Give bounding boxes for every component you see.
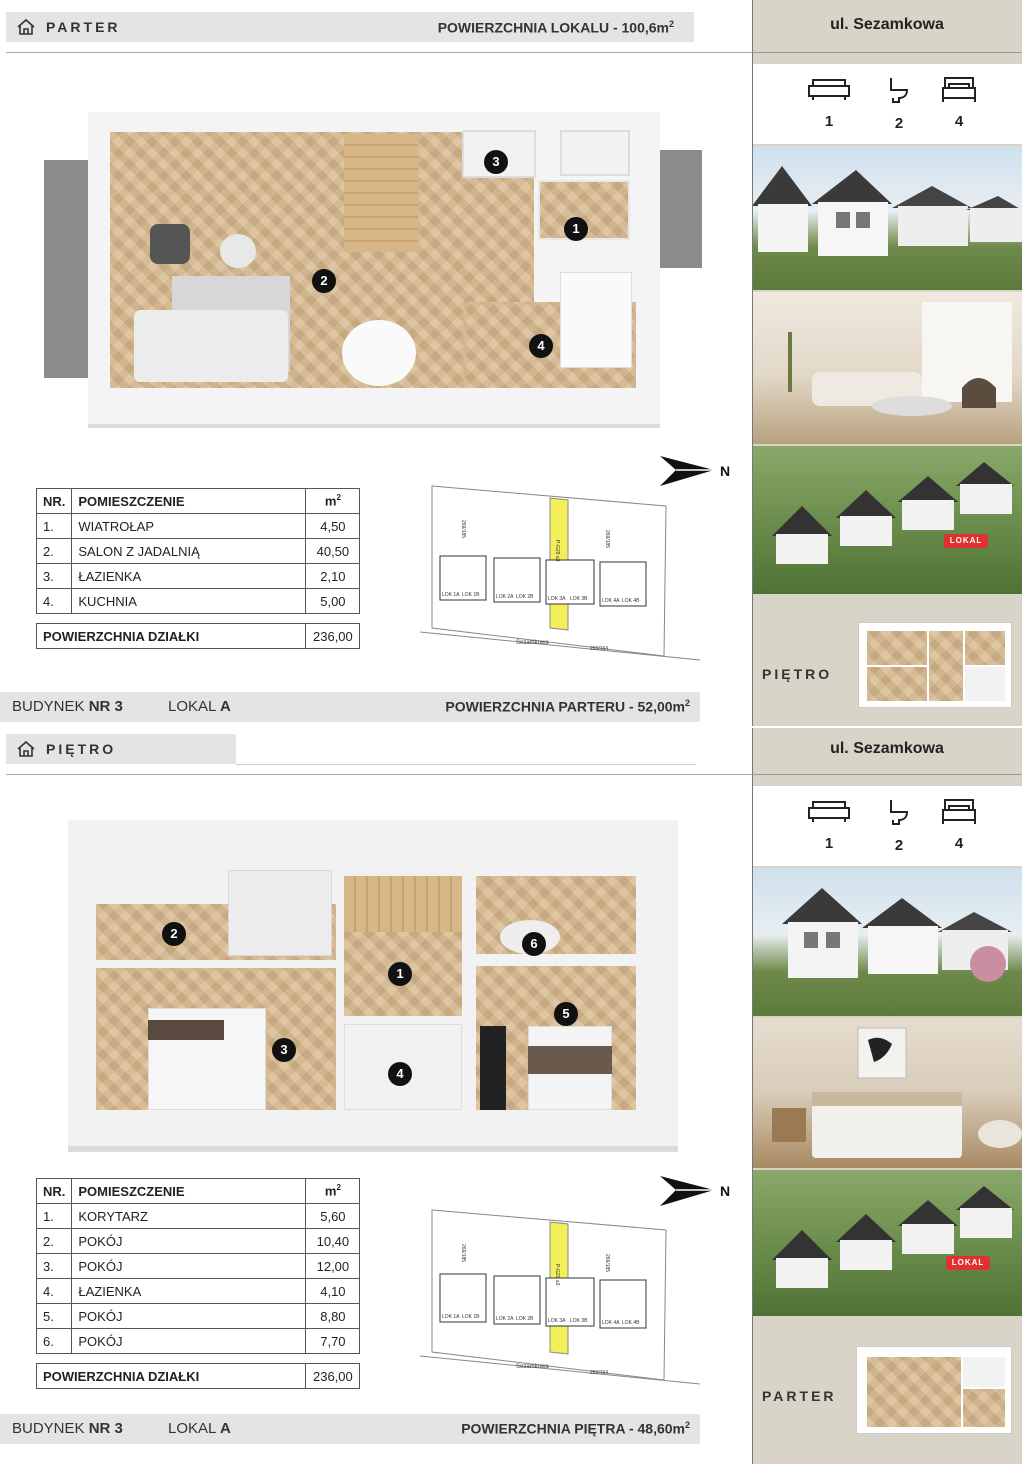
svg-text:LOK 3B: LOK 3B xyxy=(570,596,588,602)
toilet-icon xyxy=(885,76,913,104)
ground-floor-plan xyxy=(44,112,704,432)
exterior-photo xyxy=(752,146,1022,290)
svg-text:N: N xyxy=(720,463,731,479)
bedroom-photo xyxy=(752,1018,1022,1168)
street-name: ul. Sezamkowa xyxy=(830,16,944,33)
sofa xyxy=(134,310,288,382)
table-row: 3. POKÓJ 12,00 xyxy=(37,1254,360,1279)
amenity-bed: 4 xyxy=(934,76,984,130)
svg-text:LOK 4B: LOK 4B xyxy=(622,598,640,604)
amenity-sofa: 1 xyxy=(804,76,854,130)
right-terrace xyxy=(656,150,702,268)
room-marker-2: 2 xyxy=(312,269,336,293)
table-header xyxy=(37,489,360,514)
svg-text:LOK 2A: LOK 2A xyxy=(496,1316,514,1322)
house-icon xyxy=(16,18,36,36)
svg-text:LOK 2B: LOK 2B xyxy=(516,1316,534,1322)
table-row: 3. ŁAZIENKA 2,10 xyxy=(37,564,360,589)
col-nr: NR. xyxy=(37,1179,72,1204)
svg-text:269/185: 269/185 xyxy=(604,1254,610,1273)
dining-table xyxy=(342,320,416,386)
site-plan xyxy=(420,1204,720,1404)
staircase xyxy=(344,876,462,932)
table-row: 1. WIATROŁAP 4,50 xyxy=(37,514,360,539)
ground-floor-link-label: PARTER xyxy=(762,1388,837,1404)
amenity-toilet: 2 xyxy=(874,798,924,854)
svg-text:LOK 4B: LOK 4B xyxy=(622,1320,640,1326)
upper-floor-link-label: PIĘTRO xyxy=(762,666,833,682)
amenity-sofa: 1 xyxy=(804,798,854,852)
room-2-bed xyxy=(228,870,332,956)
plot-area-row: POWIERZCHNIA DZIAŁKI 236,00 xyxy=(37,1364,360,1389)
ground-room-table xyxy=(36,488,360,649)
svg-text:Sezamkowa: Sezamkowa xyxy=(516,1364,549,1370)
col-room: POMIESZCZENIE xyxy=(72,1179,306,1204)
upper-floor-section xyxy=(0,728,1024,1464)
house-icon xyxy=(16,740,36,758)
room-marker-2: 2 xyxy=(162,922,186,946)
svg-text:N: N xyxy=(720,1183,731,1199)
aerial-illustration xyxy=(752,446,1022,594)
ground-floor-section xyxy=(0,0,1024,726)
amenity-toilet: 2 xyxy=(874,76,924,132)
upper-info-panel xyxy=(752,728,1022,1464)
table-row: 1. KORYTARZ 5,60 xyxy=(37,1204,360,1229)
panel-header-line xyxy=(752,774,1022,775)
table-row: 4. ŁAZIENKA 4,10 xyxy=(37,1279,360,1304)
room-marker-5: 5 xyxy=(554,1002,578,1026)
svg-text:LOK 3A: LOK 3A xyxy=(548,596,566,602)
room-marker-4: 4 xyxy=(388,1062,412,1086)
ground-info-panel xyxy=(752,0,1022,726)
lokal-tag: LOKAL xyxy=(946,1256,990,1270)
aerial-photo xyxy=(752,1170,1022,1316)
exterior-photo xyxy=(752,868,1022,1016)
room-marker-1: 1 xyxy=(564,217,588,241)
amenity-bed: 4 xyxy=(934,798,984,852)
bed-icon xyxy=(941,798,977,824)
street-name: ul. Sezamkowa xyxy=(830,740,944,757)
room-marker-3: 3 xyxy=(484,150,508,174)
col-area: $m^2$ xyxy=(306,489,360,514)
floor-label: PARTER xyxy=(46,19,121,35)
panel-divider xyxy=(752,0,753,726)
svg-text:LOK 1B: LOK 1B xyxy=(462,1314,480,1320)
round-rug xyxy=(220,234,256,268)
left-terrace xyxy=(44,160,90,378)
upper-header-bar xyxy=(6,734,236,764)
kitchen-counter xyxy=(560,272,632,368)
armchair xyxy=(150,224,190,264)
aerial-illustration xyxy=(752,1170,1022,1316)
sofa-icon xyxy=(807,798,851,824)
svg-text:P-G29 a3: P-G29 a3 xyxy=(554,1264,560,1286)
toilet-icon xyxy=(885,798,913,826)
aerial-photo xyxy=(752,446,1022,594)
table-row: 4. KUCHNIA 5,00 xyxy=(37,589,360,614)
svg-text:LOK 1B: LOK 1B xyxy=(462,592,480,598)
svg-text:LOK 4A: LOK 4A xyxy=(602,598,620,604)
svg-text:269/164: 269/164 xyxy=(590,1370,609,1376)
col-nr: NR. xyxy=(37,489,72,514)
amenities xyxy=(752,786,1022,866)
svg-text:LOK 2B: LOK 2B xyxy=(516,594,534,600)
table-row: 2. SALON Z JADALNIĄ 40,50 xyxy=(37,539,360,564)
table-row: 2. POKÓJ 10,40 xyxy=(37,1229,360,1254)
table-row: 6. POKÓJ 7,70 xyxy=(37,1329,360,1354)
staircase xyxy=(344,134,418,252)
svg-text:269/185: 269/185 xyxy=(460,1244,466,1263)
upper-room-table xyxy=(36,1178,360,1389)
interior-photo xyxy=(752,292,1022,444)
living-room-illustration xyxy=(752,292,1022,444)
upper-footer: BUDYNEK NR 3 LOKAL A POWIERZCHNIA PIĘTRA - $48,60m^2$ xyxy=(0,1414,700,1444)
svg-text:269/164: 269/164 xyxy=(590,646,609,652)
bed-icon xyxy=(941,76,977,102)
svg-text:LOK 1A: LOK 1A xyxy=(442,1314,460,1320)
amenities xyxy=(752,64,1022,144)
room-3-blanket xyxy=(148,1020,224,1040)
townhouses-illustration xyxy=(752,868,1022,1016)
bedroom-illustration xyxy=(752,1018,1022,1168)
wardrobe xyxy=(480,1026,506,1110)
svg-text:269/185: 269/185 xyxy=(460,520,466,539)
header-divider xyxy=(6,52,752,53)
svg-text:LOK 1A: LOK 1A xyxy=(442,592,460,598)
svg-text:LOK 3B: LOK 3B xyxy=(570,1318,588,1324)
ground-footer: BUDYNEK NR 3 LOKAL A POWIERZCHNIA PARTERU - $52,00m^2$ xyxy=(0,692,700,722)
floor-label: PIĘTRO xyxy=(46,741,117,757)
room-5-blanket xyxy=(528,1046,612,1074)
svg-text:LOK 4A: LOK 4A xyxy=(602,1320,620,1326)
north-arrow-icon xyxy=(658,1172,738,1208)
plot-area-row: POWIERZCHNIA DZIAŁKI 236,00 xyxy=(37,624,360,649)
sofa-icon xyxy=(807,76,851,102)
header-divider xyxy=(6,774,752,775)
room-marker-3: 3 xyxy=(272,1038,296,1062)
svg-text:269/185: 269/185 xyxy=(604,530,610,549)
svg-text:LOK 2A: LOK 2A xyxy=(496,594,514,600)
townhouses-illustration xyxy=(752,146,1022,290)
unit-area-title: POWIERZCHNIA LOKALU - $100,6m^2$ xyxy=(437,19,674,36)
room-marker-1: 1 xyxy=(388,962,412,986)
upper-floor-thumbnail[interactable] xyxy=(858,622,1012,708)
table-row: 5. POKÓJ 8,80 xyxy=(37,1304,360,1329)
panel-divider xyxy=(752,728,753,1464)
svg-text:P-G29 a3: P-G29 a3 xyxy=(554,540,560,562)
ground-floor-thumbnail[interactable] xyxy=(856,1346,1012,1434)
col-area: $m^2$ xyxy=(306,1179,360,1204)
table-header xyxy=(37,1179,360,1204)
room-marker-4: 4 xyxy=(529,334,553,358)
wc-area xyxy=(560,130,630,176)
header-underline xyxy=(236,764,696,765)
svg-text:Sezamkowa: Sezamkowa xyxy=(516,640,549,646)
site-plan xyxy=(420,480,720,680)
upper-floor-plan xyxy=(68,820,680,1150)
svg-text:LOK 3A: LOK 3A xyxy=(548,1318,566,1324)
lokal-tag: LOKAL xyxy=(944,534,988,548)
panel-header-line xyxy=(752,52,1022,53)
col-room: POMIESZCZENIE xyxy=(72,489,306,514)
room-marker-6: 6 xyxy=(522,932,546,956)
ground-header-bar xyxy=(6,12,694,42)
